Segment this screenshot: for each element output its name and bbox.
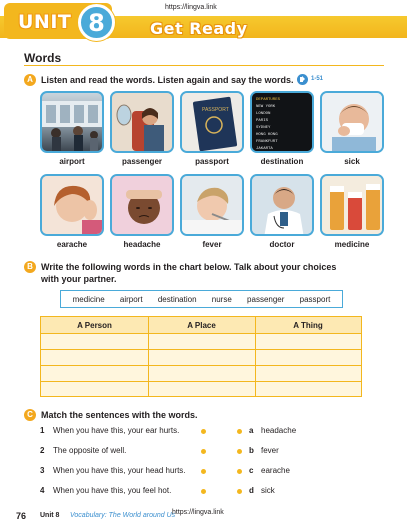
picture-label-destination: destination [260,157,304,166]
sick-child-photo [320,91,384,153]
sentence-number: 3 [40,466,45,475]
chart-row[interactable] [41,382,361,396]
board-row: LONDON [256,112,271,116]
exercise-a-instruction: Listen and read the words. Listen again and say the words. [41,75,294,85]
board-row: PARIS [256,119,269,123]
exercise-c-instruction: Match the sentences with the words. [41,410,198,420]
unit-number-circle [78,4,115,41]
answer-letter: b [249,446,254,455]
site-url[interactable]: https://lingva.link [165,4,217,11]
picture-label-passenger: passenger [121,157,163,166]
chart-column-divider [255,317,256,396]
passport-text: PASSPORT [202,107,229,113]
chart-row[interactable] [41,334,361,350]
sentence-text: When you have this, your head hurts. [53,466,186,475]
sentence-text: When you have this, you feel hot. [53,486,172,495]
picture-label-headache: headache [123,240,161,249]
picture-label-passport: passport [195,157,229,166]
chart-header-thing: A Thing [293,321,323,330]
answer-word: sick [261,486,275,495]
footer-unit: Unit 8 [40,512,60,519]
unit-badge [4,3,112,39]
word-box-item: nurse [211,294,232,304]
sentence-number: 1 [40,426,45,435]
board-row: NEW YORK [256,105,276,109]
board-row: SYDNEY [256,126,271,130]
match-dot-left[interactable] [201,469,206,474]
answer-letter: c [249,466,254,475]
board-title: DEPARTURES [256,98,281,102]
passport-photo [180,91,244,153]
chart-row[interactable] [41,350,361,366]
word-box-item: medicine [72,294,105,304]
picture-label-earache: earache [56,240,88,249]
word-box-item: destination [157,294,197,304]
word-box-item: airport [119,294,143,304]
unit-number: 8 [88,9,105,37]
word-box-item: passport [299,294,331,304]
medicine-photo [320,174,384,236]
chart-row[interactable] [41,366,361,382]
exercise-a-badge: A [24,74,36,86]
sentence-number: 4 [40,486,45,495]
chart-header-person: A Person [77,321,112,330]
match-dot-right[interactable] [237,429,242,434]
audio-icon[interactable] [297,74,308,85]
chart-column-divider [148,317,149,396]
word-box-item: passenger [247,294,285,304]
picture-label-fever: fever [202,240,222,249]
match-dot-left[interactable] [201,489,206,494]
earache-photo [40,174,104,236]
exercise-c-badge: C [24,409,36,421]
answer-letter: d [249,486,254,495]
exercise-b-instruction-line2: with your partner. [41,274,117,284]
airport-photo [40,91,104,153]
unit-header [0,0,407,42]
page-title: Get Ready [150,19,248,38]
answer-word: earache [261,466,290,475]
headache-photo [110,174,174,236]
departures-board [252,93,314,153]
match-dot-right[interactable] [237,449,242,454]
picture-label-doctor: doctor [269,240,295,249]
match-dot-right[interactable] [237,489,242,494]
picture-label-airport: airport [59,157,85,166]
answer-word: fever [261,446,279,455]
page-number: 76 [16,511,27,521]
footer-vocab: Vocabulary: The World around Us [70,512,176,519]
unit-word: UNIT [18,11,72,33]
exercise-b-instruction-line1: Write the following words in the chart below. Talk about your choices [41,262,337,272]
passenger-photo [110,91,174,153]
word-box [60,290,343,308]
doctor-photo [250,174,314,236]
match-dot-right[interactable] [237,469,242,474]
footer-site-url[interactable]: https://lingva.link [172,509,224,516]
sentence-text: When you have this, your ear hurts. [53,426,180,435]
audio-track: 1-51 [311,76,324,82]
board-row: HONG KONG [256,133,278,137]
sentence-number: 2 [40,446,45,455]
match-dot-left[interactable] [201,449,206,454]
answer-letter: a [249,426,254,435]
answer-word: headache [261,426,297,435]
sentence-text: The opposite of well. [53,446,127,455]
fever-photo [180,174,244,236]
board-row: JAKARTA [256,147,273,151]
sorting-chart [40,316,362,397]
picture-label-medicine: medicine [334,240,370,249]
match-dot-left[interactable] [201,429,206,434]
chart-header-place: A Place [187,321,216,330]
board-row: FRANKFURT [256,140,278,144]
exercise-b-badge: B [24,261,36,273]
picture-label-sick: sick [344,157,360,166]
departures-board-photo [250,91,314,153]
divider [24,65,384,66]
section-title: Words [24,51,62,65]
